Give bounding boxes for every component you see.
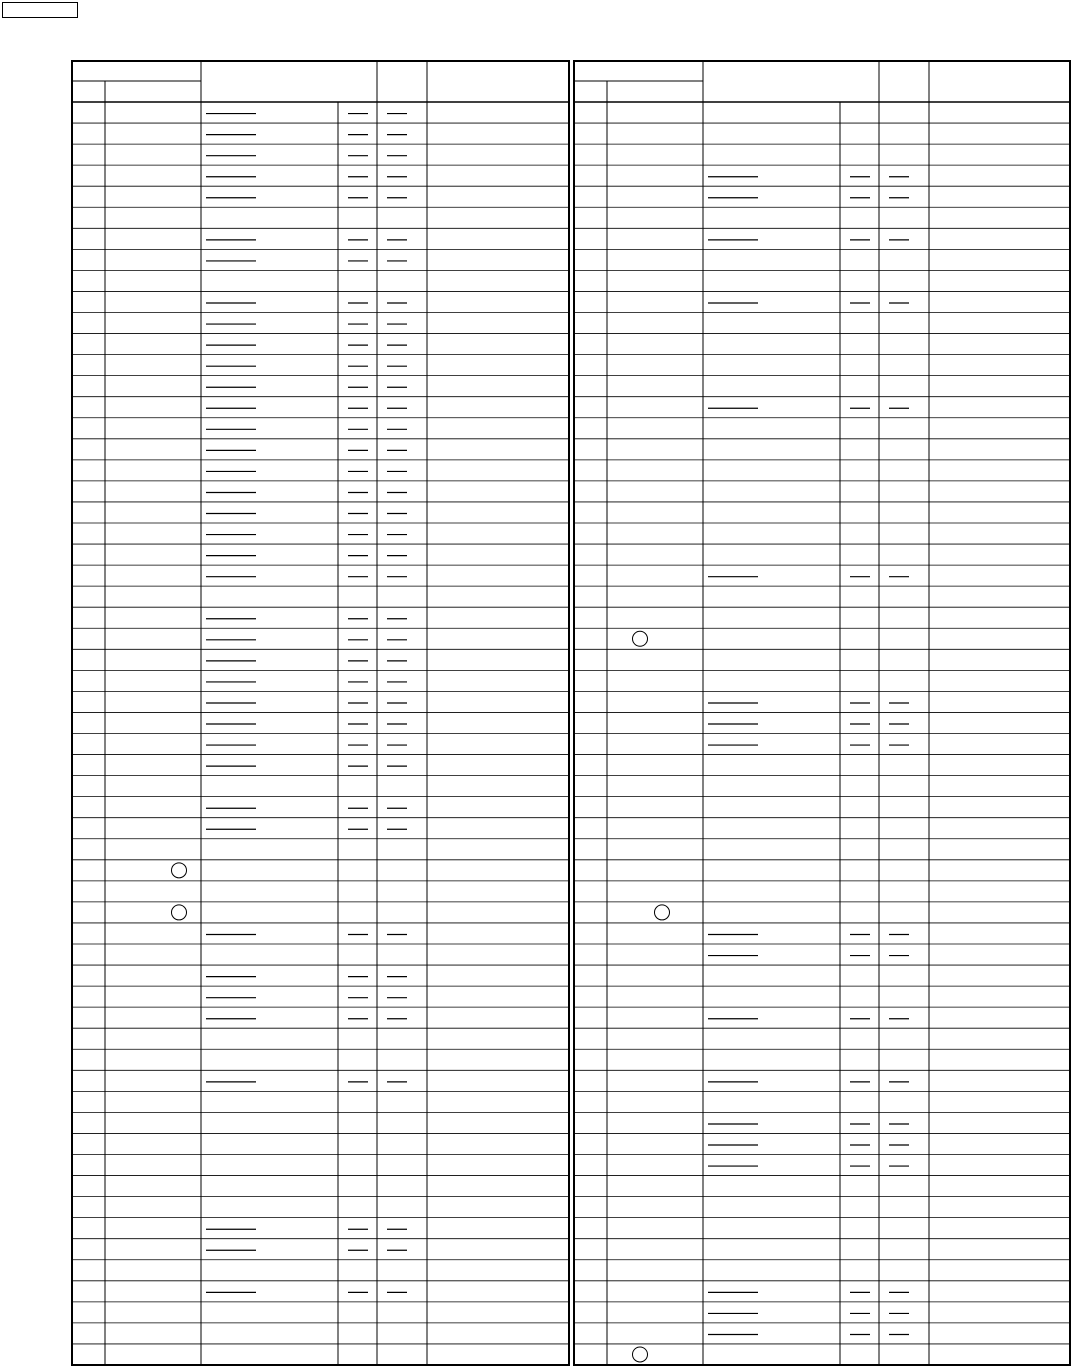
right-outer-border bbox=[574, 61, 1070, 1365]
left-circle-mark-icon bbox=[172, 863, 187, 878]
left-parts-table bbox=[72, 61, 569, 1365]
right-table-grid bbox=[574, 61, 1070, 1365]
left-circle-mark-icon bbox=[172, 905, 187, 920]
right-circle-mark-icon bbox=[633, 1347, 648, 1362]
right-parts-table bbox=[574, 61, 1070, 1365]
right-circle-mark-icon bbox=[633, 631, 648, 646]
left-outer-border bbox=[72, 61, 569, 1365]
page-tag-box bbox=[2, 2, 78, 18]
right-circle-mark-icon bbox=[655, 905, 670, 920]
left-table-grid bbox=[72, 61, 569, 1365]
